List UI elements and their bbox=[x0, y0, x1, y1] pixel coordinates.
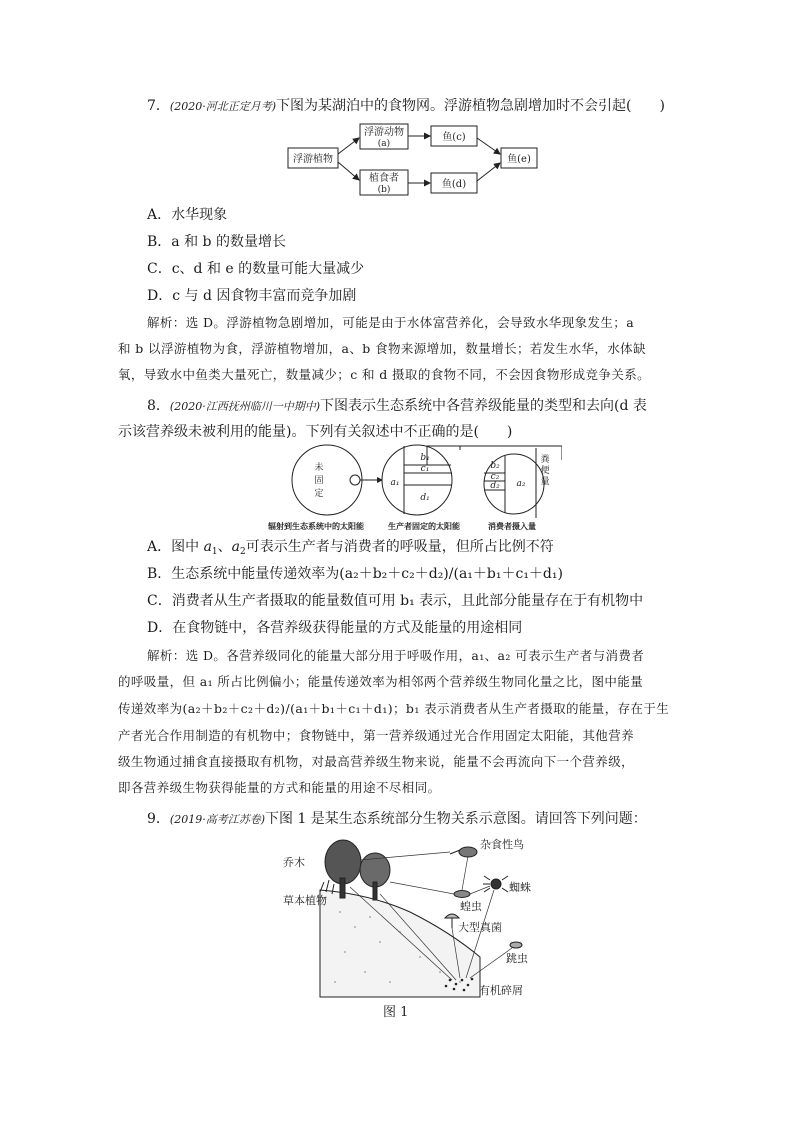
q8-label-manure: 粪 bbox=[540, 455, 550, 465]
q7-food-web-diagram bbox=[280, 118, 540, 204]
q8-label-a1: a₁ bbox=[390, 478, 400, 488]
q7-option-c: C．c、d 和 e 的数量可能大量减少 bbox=[147, 261, 365, 277]
q9-locust-shape bbox=[454, 891, 470, 898]
q9-label-spider: 蜘蛛 bbox=[509, 881, 531, 894]
q8-caption-solar-radiation: 辐射到生态系统中的太阳能 bbox=[268, 521, 364, 531]
q8-option-c: C．消费者从生产者摄取的能量数值可用 b₁ 表示，且此部分能量存在于有机物中 bbox=[147, 593, 644, 609]
q8-option-d: D．在食物链中，各营养级获得能量的方式及能量的用途相同 bbox=[147, 620, 523, 636]
q8-solution-line: 产者光合作用制造的有机物中；食物链中，第一营养级通过光合作用固定太阳能，其他营养 bbox=[118, 728, 635, 743]
q9-spider-shape bbox=[491, 879, 501, 889]
q8-small-circle-fixed bbox=[350, 475, 360, 485]
q7-option-a: A．水华现象 bbox=[147, 207, 228, 223]
q7-stem: 下图为某湖泊中的食物网。浮游植物急剧增加时不会引起( ) bbox=[276, 98, 665, 114]
q7-label-fish-c: 鱼(c) bbox=[442, 132, 466, 143]
q8-label-d2: d₂ bbox=[490, 481, 500, 491]
q8-caption-consumer: 消费者摄入量 bbox=[488, 521, 536, 531]
q9-label-debris: 有机碎屑 bbox=[479, 984, 523, 997]
q8-option-a bbox=[147, 538, 554, 561]
q8-label-unfixed: 固 bbox=[314, 476, 324, 486]
q7-label-zooplankton-code: (a) bbox=[377, 139, 391, 149]
q8-label-manure: 便 bbox=[540, 466, 550, 476]
q9-label-bird: 杂食性鸟 bbox=[480, 838, 524, 851]
q9-number: 9． bbox=[147, 811, 170, 827]
q8-label-b1: b₁ bbox=[420, 453, 430, 463]
q7-arrow bbox=[477, 138, 500, 154]
q7-solution-line: 氧，导致水中鱼类大量死亡，数量减少；c 和 d 摄取的食物不同，不会因食物形成竞争关系。 bbox=[118, 367, 651, 382]
q9-source: (2019·高考江苏卷) bbox=[169, 813, 265, 826]
q7-label-herbivore-code: (b) bbox=[377, 185, 391, 195]
q9-ground bbox=[320, 890, 480, 997]
q9-springtail-shape bbox=[510, 942, 522, 948]
q8-caption-producer: 生产者固定的太阳能 bbox=[388, 521, 460, 531]
q7-label-zooplankton: 浮游动物 bbox=[364, 127, 404, 138]
q8-label-manure: 量 bbox=[540, 477, 550, 487]
q7-arrow bbox=[338, 162, 359, 180]
q8-solution-line: 级生物通过捕食直接摄取有机物，对最高营养级生物来说，能量不会再流向下一个营养级， bbox=[118, 754, 635, 769]
q9-bird-shape bbox=[459, 847, 477, 857]
q9-label-tree: 乔木 bbox=[283, 856, 305, 869]
q9-arrow bbox=[390, 882, 454, 894]
q9-tree-trunk bbox=[340, 878, 345, 898]
q9-label-herb: 草本植物 bbox=[283, 894, 327, 907]
q9-tree-crown bbox=[325, 840, 361, 884]
q8-solution-line: 即各营养级生物获得能量的方式和能量的用途不尽相同。 bbox=[118, 780, 441, 795]
q7-arrow bbox=[338, 138, 359, 154]
q8-label-unfixed: 定 bbox=[314, 489, 324, 499]
q8-solution-line: 的呼吸量，但 a₁ 所占比例偏小；能量传递效率为相邻两个营养级生物同化量之比，图中能量 bbox=[118, 674, 644, 689]
q7-option-b: B．a 和 b 的数量增长 bbox=[147, 234, 286, 250]
q9-tree-trunk bbox=[373, 882, 377, 900]
q8-solution-line: 传递效率为(a₂＋b₂＋c₂＋d₂)/(a₁＋b₁＋c₁＋d₁)；b₁ 表示消费者从生产者摄取的能量，存在于生 bbox=[118, 701, 670, 716]
q8-option-a-sub: 1 bbox=[211, 547, 218, 557]
q7-label-fish-d: 鱼(d) bbox=[441, 179, 467, 190]
q7-label-herbivore: 植食者 bbox=[369, 173, 399, 184]
q8-option-a-sub: 2 bbox=[240, 547, 246, 557]
q9-arrow bbox=[462, 856, 468, 890]
q7-arrow bbox=[477, 163, 500, 181]
q8-stem-line-1 bbox=[147, 397, 647, 416]
q8-option-a-var: a bbox=[231, 539, 241, 555]
q9-label-locust: 蝗虫 bbox=[460, 900, 482, 913]
q7-solution-line: 解析：选 D。浮游植物急剧增加，可能是由于水体富营养化，会导致水华现象发生；a bbox=[147, 315, 635, 330]
q8-number: 8． bbox=[147, 398, 170, 414]
q8-label-unfixed: 未 bbox=[314, 463, 324, 473]
q8-stem-line-2: 示该营养级未被利用的能量)。下列有关叙述中不正确的是( ) bbox=[118, 424, 513, 440]
q8-label-a2: a₂ bbox=[516, 479, 526, 489]
q8-option-a-text: 可表示生产者与消费者的呼吸量，但所占比例不符 bbox=[245, 539, 554, 555]
q9-label-fungus: 大型真菌 bbox=[458, 921, 502, 934]
q8-label-c2: c₂ bbox=[490, 472, 500, 482]
q8-option-a-sep: 、 bbox=[217, 539, 232, 555]
q7-solution-line: 和 b 以浮游植物为食，浮游植物增加，a、b 食物来源增加，数量增长；若发生水华，水体缺 bbox=[118, 341, 646, 356]
q7-label-fish-e: 鱼(e) bbox=[507, 154, 531, 165]
q8-energy-flow-diagram bbox=[262, 440, 562, 532]
q7-stem-line bbox=[147, 97, 665, 116]
q7-option-d: D．c 与 d 因食物丰富而竞争加剧 bbox=[147, 288, 357, 304]
q7-number: 7． bbox=[147, 98, 170, 114]
q8-option-a-prefix: A．图中 bbox=[147, 539, 204, 555]
q7-label-plankton-plant: 浮游植物 bbox=[293, 154, 333, 165]
q8-option-a-var: a bbox=[203, 539, 212, 555]
q9-ecosystem-figure bbox=[280, 832, 560, 1002]
q8-solution-line: 解析：选 D。各营养级同化的能量大部分用于呼吸作用，a₁、a₂ 可表示生产者与消费者 bbox=[147, 648, 645, 663]
q8-source: (2020·江西抚州临川一中期中) bbox=[169, 400, 320, 413]
q8-label-b2: b₂ bbox=[490, 461, 500, 471]
q8-stem-1: 下图表示生态系统中各营养级能量的类型和去向(d 表 bbox=[320, 398, 647, 414]
q8-option-b: B．生态系统中能量传递效率为(a₂＋b₂＋c₂＋d₂)/(a₁＋b₁＋c₁＋d₁) bbox=[147, 566, 563, 582]
q7-source: (2020·河北正定月考) bbox=[169, 100, 276, 113]
q9-fungus-cap bbox=[445, 914, 459, 918]
q8-label-c1: c₁ bbox=[420, 464, 430, 474]
q9-figure-caption: 图 1 bbox=[383, 1005, 409, 1020]
q8-label-d1: d₁ bbox=[420, 493, 430, 503]
q9-stem: 下图 1 是某生态系统部分生物关系示意图。请回答下列问题： bbox=[265, 811, 647, 827]
q9-label-springtail: 跳虫 bbox=[506, 952, 528, 965]
q9-stem-line bbox=[147, 810, 647, 829]
